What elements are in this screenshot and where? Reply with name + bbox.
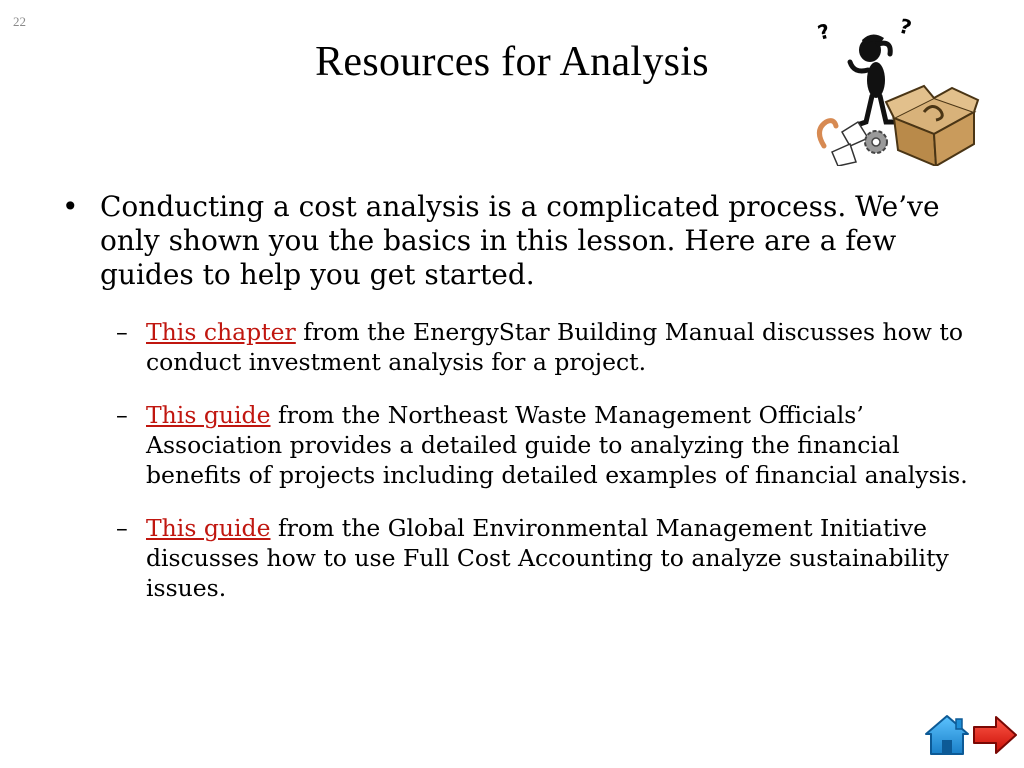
dash-marker: – [116,401,128,429]
sub-bullet-energystar [62,317,982,377]
bullet-list [62,190,982,603]
sub-bullet-text: from the Northeast Waste Management Officials’ Association provides a detailed guide to analyzing the financial benefits of projects including detailed examples of financial analysis. [146,401,968,489]
this-guide-link-gemi[interactable]: This guide [146,514,271,542]
slide-number: 22 [13,14,26,29]
sub-bullet-text: from the EnergyStar Building Manual discusses how to conduct investment analysis for a project. [146,318,963,376]
sub-bullet-text: from the Global Environmental Management Initiative discusses how to use Full Cost Accounting to analyze sustainability issues. [146,514,949,602]
svg-text:?: ? [815,18,833,45]
slide-title: Resources for Analysis [315,39,709,85]
home-button[interactable] [922,712,972,758]
svg-text:?: ? [896,13,915,40]
next-slide-button[interactable] [970,712,1020,758]
this-guide-link-newmoa[interactable]: This guide [146,401,271,429]
dash-marker: – [116,514,128,542]
sub-bullet-newmoa [62,400,982,490]
main-bullet-text: Conducting a cost analysis is a complicated process. We’ve only shown you the basics in this lesson. Here are a few guides to help you get started. [100,190,940,291]
main-bullet [62,190,982,292]
dash-marker: – [116,318,128,346]
home-icon [922,712,972,758]
sub-bullet-gemi [62,513,982,603]
bullet-marker: • [62,190,79,223]
confused-figure-clipart [806,10,982,166]
arrow-right-icon [970,712,1020,758]
this-chapter-link[interactable]: This chapter [146,318,296,346]
